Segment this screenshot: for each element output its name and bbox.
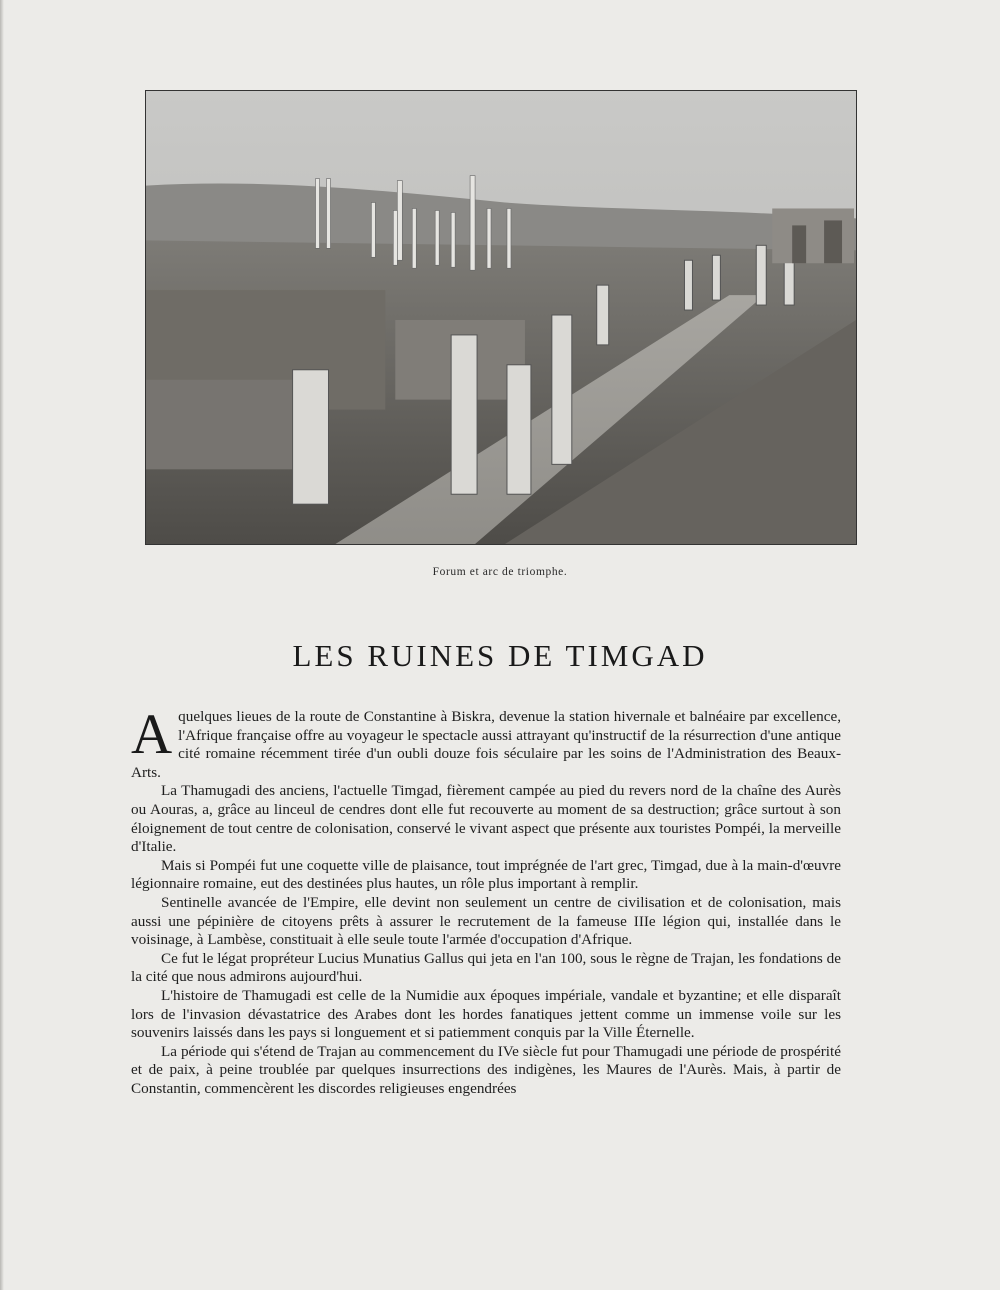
paragraph-4: Sentinelle avancée de l'Empire, elle devint non seulement un centre de civilisation et de colonisation, mais aussi une pépinière de citoyens prêts à assurer le recrutement de la fameuse IIIe légion qui, installée dans le voisinage, à Lambèse, constituait à elle seule toute l'armée d'occupation d'Afrique. — [131, 893, 841, 949]
paragraph-6: L'histoire de Thamugadi est celle de la Numidie aux époques impériale, vandale et byzantine; et elle disparaît lors de l'invasion dévastatrice des Arabes dont les hordes fanatiques jettent comme un immense voile sur les souvenirs laissés dans les pays si longuement et si patiemment conquis par la Ville Éternelle. — [131, 986, 841, 1042]
photo-illustration — [146, 91, 856, 544]
article-body — [131, 703, 841, 1098]
paragraph-5: Ce fut le légat propréteur Lucius Munatius Gallus qui jeta en l'an 100, sous le règne de Trajan, les fondations de la cité que nous admirons aujourd'hui. — [131, 949, 841, 986]
photo-caption: Forum et arc de triomphe. — [432, 566, 568, 578]
paragraph-7: La période qui s'étend de Trajan au commencement du IVe siècle fut pour Thamugadi une période de prospérité et de paix, à peine troublée par quelques insurrections des indigènes, les Maures de l'Aurès. Mais, à partir de Constantin, commencèrent les discordes religieuses engendrées — [131, 1042, 841, 1097]
photograph-forum-triumphal-arch — [145, 90, 857, 545]
paragraph-3: Mais si Pompéi fut une coquette ville de plaisance, tout imprégnée de l'art grec, Timgad, due à la main-d'œuvre légionnaire romaine, eut des destinées plus hautes, un rôle plus important à remplir. — [131, 856, 841, 893]
paragraph-2: La Thamugadi des anciens, l'actuelle Timgad, fièrement campée au pied du revers nord de la chaîne des Aurès ou Aouras, a, grâce au linceul de cendres dont elle fut recouverte au moment de sa destruction; grâce surtout à son éloignement de tout centre de colonisation, conservé le vivant aspect que présente aux touristes Pompéi, la merveille d'Italie. — [131, 782, 841, 856]
drop-cap: A — [131, 703, 173, 766]
article-title: LES RUINES DE TIMGAD — [292, 638, 708, 673]
paragraph-1 — [131, 703, 841, 782]
paragraph-1-text: quelques lieues de la route de Constantine à Biskra, devenue la station hivernale et balnéaire par excellence, l'Afrique française offre au voyageur le spectacle aussi attrayant qu'instructif de la résurrection d'une antique cité romaine récemment tirée d'un oubli douze fois séculaire par les soins de l'Administration des Beaux-Arts. — [131, 708, 841, 781]
